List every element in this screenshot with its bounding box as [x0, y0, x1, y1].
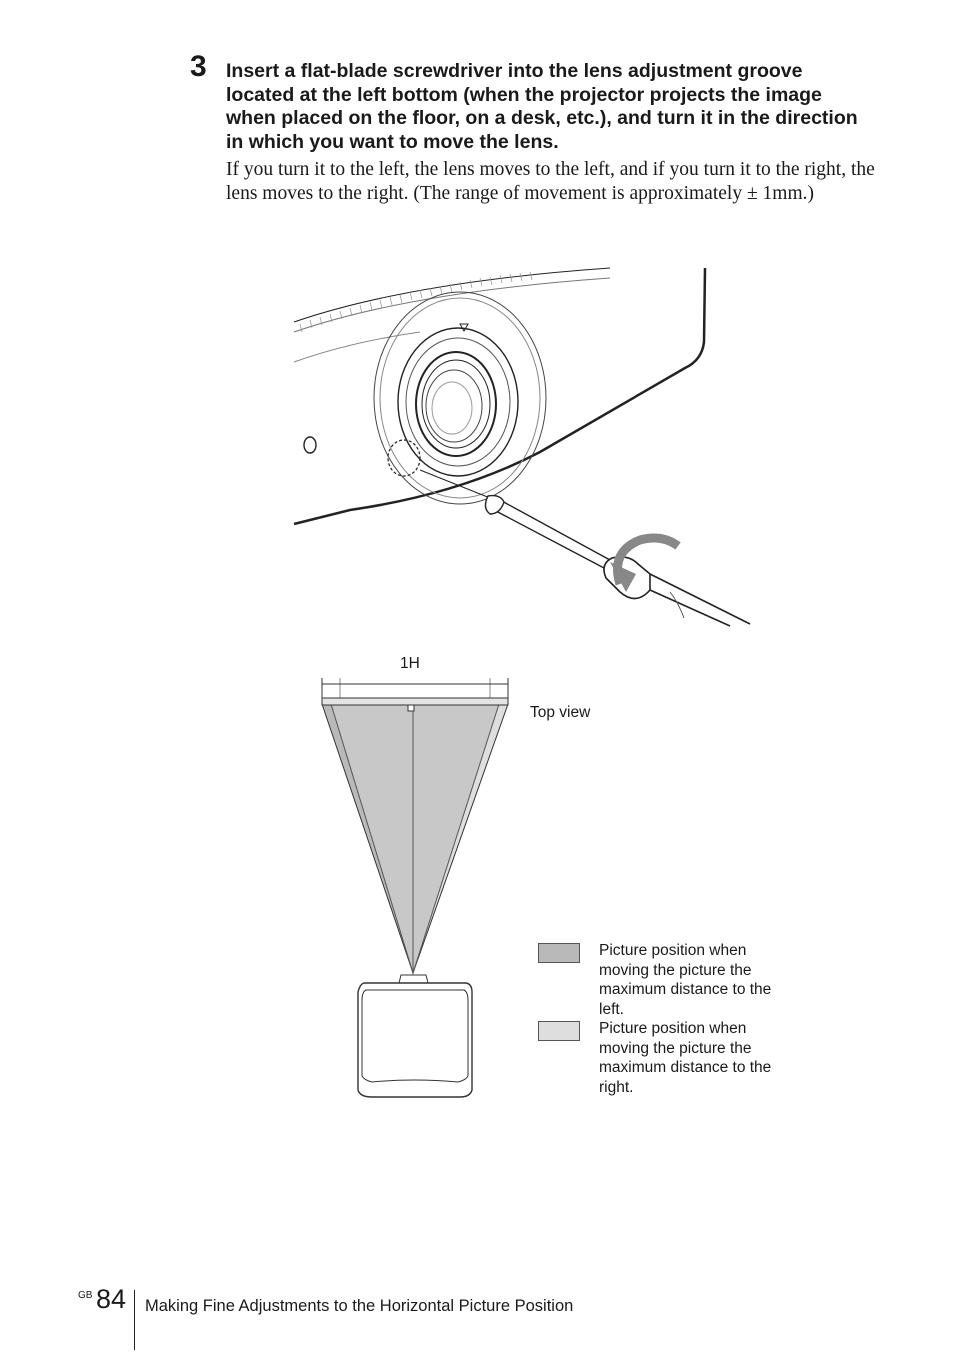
projector-lens-illustration [290, 262, 780, 628]
top-view-diagram [300, 650, 520, 1110]
step-heading: Insert a flat-blade screwdriver into the lens adjustment groove located at the left bottom (when the projector projects the image when placed on the floor, on a desk, etc.), and turn it in the direction in which you want to move the lens. [226, 60, 858, 153]
page-number: 84 [96, 1284, 127, 1314]
step-number: 3 [190, 50, 207, 83]
legend-text-right: Picture position when moving the picture the maximum distance to the right. [599, 1020, 772, 1096]
legend-text-left: Picture position when moving the picture the maximum distance to the left. [599, 942, 772, 1018]
view-label: Top view [530, 704, 591, 721]
legend-swatch-left [538, 943, 580, 963]
legend-swatch-right [538, 1021, 580, 1041]
width-label: 1H [400, 655, 420, 672]
step-body-text: If you turn it to the left, the lens moves to the left, and if you turn it to the right, the lens moves to the right. (The range of movement is approximately ± 1mm.) [226, 159, 875, 204]
footer-region: GB [78, 1290, 93, 1301]
footer-divider [134, 1290, 135, 1350]
footer-section-title: Making Fine Adjustments to the Horizontal Picture Position [145, 1297, 574, 1315]
